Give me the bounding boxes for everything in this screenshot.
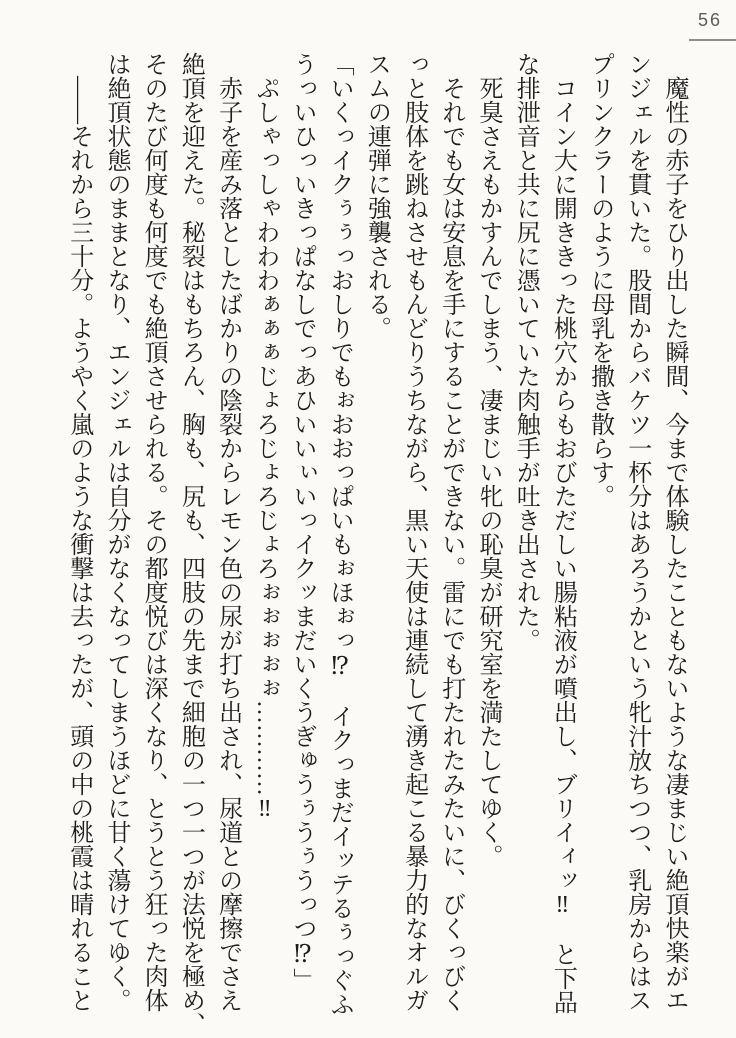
text-column-4: コイン大に開ききった桃穴からもおびただしい腸粘液が噴出し、ブリイィッ‼ と下品 bbox=[549, 76, 576, 1014]
text-column-5: な排泄音と共に尻に憑いていた肉触手が吐き出された。 bbox=[512, 52, 539, 652]
page-number-rule bbox=[689, 39, 736, 41]
text-column-1: 魔性の赤子をひり出した瞬間、今まで体験したこともないような凄まじい絶頂快楽がエ bbox=[661, 76, 687, 1012]
text-column-10: 「いくっイクぅぅっおしりでもぉおおっぱいもぉほぉっ⁉ イクっまだイッテるぅっぐふ bbox=[326, 52, 353, 1016]
page-number: 56 bbox=[697, 10, 722, 30]
text-column-12: ぷしゃっしゃわわわぁぁぁじょろじょろじょろぉぉぉぉぉ…………‼ bbox=[251, 76, 278, 822]
text-column-9: スムの連弾に強襲される。 bbox=[363, 52, 390, 340]
text-column-13: 赤子を産み落としたばかりの陰裂からレモン色の尿が打ち出され、尿道との摩擦でさえ bbox=[214, 76, 241, 1012]
text-column-14: 絶頂を迎えた。秘裂はもちろん、胸も、尻も、四肢の先まで細胞の一つ一つが法悦を極め、 bbox=[177, 52, 204, 1036]
text-column-6: 死臭さえもかすんでしまう、凄まじい牝の恥臭が研究室を満たしてゆく。 bbox=[474, 76, 501, 868]
text-column-11: うっいひっいきっぱなしでっあひいいぃいっイクッまだいくうぎゅうぅうぅうっつ⁉」 bbox=[288, 52, 315, 992]
text-column-7: それでも女は安息を手にすることができない。雷にでも打たれたみたいに、びくっびく bbox=[437, 76, 464, 1012]
text-column-15: そのたび何度も何度でも絶頂させられる。その都度悦びは深くなり、とうとう狂った肉体 bbox=[140, 52, 167, 1012]
text-column-16: は絶頂状態のままとなり、エンジェルは自分がなくなってしまうほどに甘く蕩けてゆく。 bbox=[102, 52, 129, 1012]
text-column-17: ――それから三十分。ようやく嵐のような衝撃は去ったが、頭の中の桃霞は晴れること bbox=[65, 76, 92, 1012]
vertical-text-area bbox=[60, 52, 692, 1038]
text-column-2: ンジェルを貫いた。股間からバケツ一杯分はあろうかという牝汁放ちつつ、乳房からはス bbox=[623, 52, 650, 1012]
text-column-3: プリンクラーのように母乳を撒き散らす。 bbox=[586, 52, 613, 508]
text-column-8: っと肢体を跳ねさせもんどりうちながら、黒い天使は連続して湧き起こる暴力的なオルガ bbox=[400, 52, 427, 1012]
